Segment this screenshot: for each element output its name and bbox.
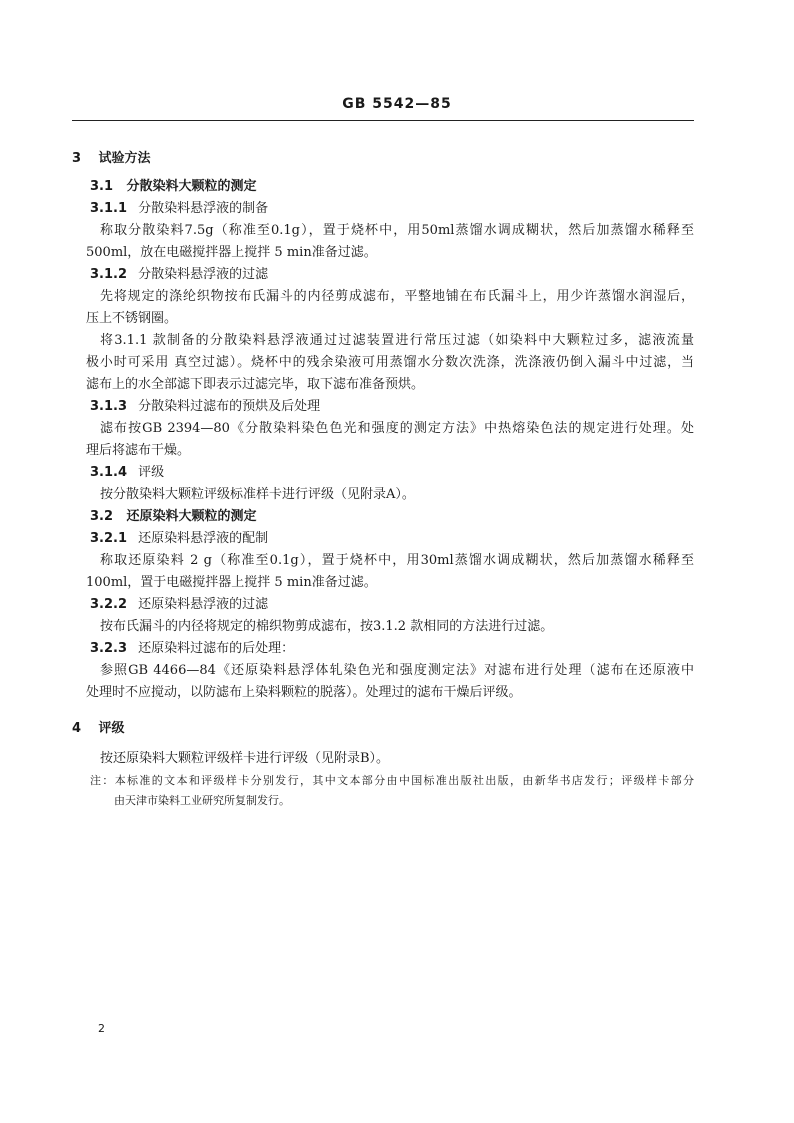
- section-3-1-2-heading: [90, 266, 268, 284]
- section-number: 3.1: [90, 179, 114, 194]
- section-title: 还原染料过滤布的后处理：: [138, 641, 295, 656]
- section-3-2-2-heading: [90, 596, 268, 614]
- section-title: 还原染料悬浮液的过滤: [138, 597, 269, 612]
- section-title: 分散染料悬浮液的过滤: [138, 267, 269, 282]
- footnote-line: 由天津市染料工业研究所复制发行。: [114, 794, 290, 807]
- section-title: 试验方法: [98, 151, 151, 166]
- section-3-1-1-heading: [90, 200, 268, 218]
- section-number: 3.2: [90, 509, 114, 524]
- section-number: 3.2.1: [90, 531, 128, 546]
- paragraph-line: 100ml，置于电磁搅拌器上搅拌 5 min准备过滤。: [86, 575, 377, 590]
- section-3-1-4-heading: [90, 464, 164, 482]
- paragraph-line: 理后将滤布干燥。: [86, 443, 191, 458]
- section-number: 3.2.3: [90, 641, 128, 656]
- section-title: 分散染料悬浮液的制备: [138, 201, 269, 216]
- section-number: 3: [72, 151, 82, 166]
- section-title: 分散染料大颗粒的测定: [126, 179, 257, 194]
- section-number: 3.1.1: [90, 201, 128, 216]
- paragraph-line: 按还原染料大颗粒评级样卡进行评级（见附录B）。: [100, 751, 390, 766]
- paragraph-line: 压上不锈钢圈。: [86, 311, 178, 326]
- standard-code-header: GB 5542—85: [342, 96, 452, 112]
- section-number: 4: [72, 721, 82, 736]
- paragraph-line: 按分散染料大颗粒评级标准样卡进行评级（见附录A）。: [100, 487, 415, 502]
- section-title: 评级: [138, 465, 165, 480]
- section-number: 3.1.2: [90, 267, 128, 282]
- section-title: 还原染料悬浮液的配制: [138, 531, 269, 546]
- section-3-2-1-heading: [90, 530, 268, 548]
- paragraph-line: 500ml，放在电磁搅拌器上搅拌 5 min准备过滤。: [86, 245, 377, 260]
- section-4-heading: [72, 720, 125, 738]
- paragraph-line: 先将规定的涤纶织物按布氏漏斗的内径剪成滤布，平整地铺在布氏漏斗上，用少许蒸馏水润湿后，: [100, 289, 694, 304]
- paragraph-line: 滤布上的水全部滤下即表示过滤完毕，取下滤布准备预烘。: [86, 377, 425, 392]
- section-number: 3.2.2: [90, 597, 128, 612]
- paragraph-line: 极小时可采用 真空过滤）。烧杯中的残余染液可用蒸馏水分数次洗涤，洗涤液仍倒入漏斗中过滤，当: [86, 355, 694, 370]
- page-number: 2: [98, 1022, 105, 1035]
- paragraph-line: 将3.1.1 款制备的分散染料悬浮液通过过滤装置进行常压过滤（如染料中大颗粒过多，滤液流量: [100, 333, 694, 348]
- section-number: 3.1.4: [90, 465, 128, 480]
- section-3-2-3-heading: [90, 640, 294, 658]
- section-3-heading: [72, 150, 151, 168]
- paragraph-line: 称取还原染料 2 g（称准至0.1g），置于烧杯中，用30ml蒸馏水调成糊状，然后加蒸馏水稀释至: [100, 553, 694, 568]
- header-rule: [72, 120, 694, 121]
- footnote-line: 注：本标准的文本和评级样卡分别发行，其中文本部分由中国标准出版社出版，由新华书店发行；评级样卡部分: [90, 774, 694, 787]
- paragraph-line: 参照GB 4466—84《还原染料悬浮体轧染色光和强度测定法》对滤布进行处理（滤布在还原液中: [100, 663, 694, 678]
- paragraph-line: 按布氏漏斗的内径将规定的棉织物剪成滤布，按3.1.2 款相同的方法进行过滤。: [100, 619, 554, 634]
- paragraph-line: 称取分散染料7.5g（称准至0.1g），置于烧杯中，用50ml蒸馏水调成糊状，然后加蒸馏水稀释至: [100, 223, 694, 238]
- paragraph-line: 滤布按GB 2394—80《分散染料染色色光和强度的测定方法》中热熔染色法的规定进行处理。处: [100, 421, 694, 436]
- section-title: 分散染料过滤布的预烘及后处理: [138, 399, 321, 414]
- section-title: 还原染料大颗粒的测定: [126, 509, 257, 524]
- section-3-2-heading: [90, 508, 257, 526]
- section-number: 3.1.3: [90, 399, 128, 414]
- section-title: 评级: [98, 721, 125, 736]
- section-3-1-3-heading: [90, 398, 320, 416]
- section-3-1-heading: [90, 178, 257, 196]
- paragraph-line: 处理时不应搅动，以防滤布上染料颗粒的脱落）。处理过的滤布干燥后评级。: [86, 685, 522, 700]
